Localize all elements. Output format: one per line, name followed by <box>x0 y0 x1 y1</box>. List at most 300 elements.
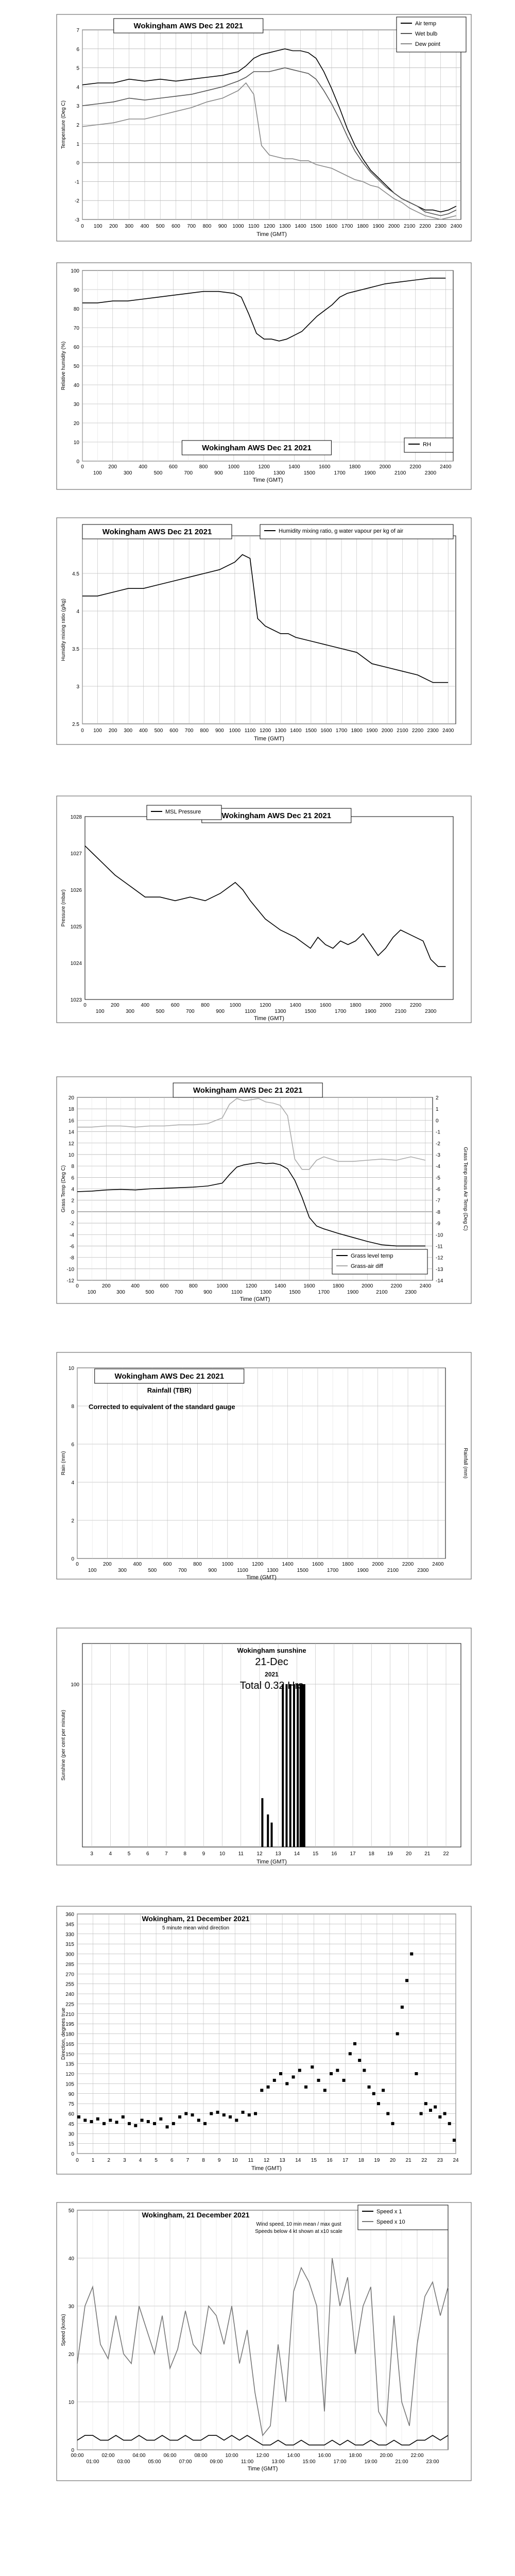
direction-point <box>372 2092 375 2095</box>
mixing-plot-area <box>82 536 456 724</box>
temperature-x-tick-label: 2100 <box>404 224 416 229</box>
humidity-title: Wokingham AWS Dec 21 2021 <box>202 444 312 452</box>
pressure-x-tick-label: 2100 <box>394 1009 406 1014</box>
humidity-y-tick-label: 90 <box>73 287 79 293</box>
temperature-x-axis-label: Time (GMT) <box>256 231 287 238</box>
temperature-x-tick-label: 1900 <box>372 224 384 229</box>
direction-y-tick-label: 255 <box>65 1981 74 1988</box>
direction-point <box>453 2139 456 2142</box>
grass-y-tick-label: -8 <box>70 1255 74 1261</box>
rain-y-tick-label: 6 <box>71 1442 74 1448</box>
direction-point <box>141 2119 144 2122</box>
pressure-x-tick-label: 0 <box>83 1003 87 1008</box>
humidity-x-tick-label: 1600 <box>319 464 331 470</box>
sunshine-x-tick-label: 18 <box>368 1851 374 1857</box>
direction-y-tick-label: 75 <box>68 2102 74 2108</box>
direction-point <box>317 2079 320 2082</box>
grass-y-right-tick-label: -6 <box>436 1187 440 1193</box>
speed-x-tick-label: 03:00 <box>117 2459 130 2465</box>
speed-x-tick-label: 16:00 <box>318 2453 331 2459</box>
pressure-y-tick-label: 1024 <box>70 961 82 967</box>
humidity-x-tick-label: 200 <box>108 464 117 470</box>
pressure-title: Wokingham AWS Dec 21 2021 <box>221 811 332 820</box>
humidity-x-tick-label: 300 <box>123 470 132 476</box>
sunshine-x-tick-label: 15 <box>313 1851 319 1857</box>
temperature-x-tick-label: 500 <box>156 224 165 229</box>
direction-x-tick-label: 20 <box>389 2158 396 2163</box>
rain-y-tick-label: 8 <box>71 1404 74 1410</box>
rain-x-tick-label: 1000 <box>221 1562 233 1567</box>
temperature-x-tick-label: 100 <box>93 224 102 229</box>
grass-y-tick-label: 14 <box>68 1129 74 1136</box>
rain-x-axis-label: Time (GMT) <box>246 1574 277 1581</box>
direction-point <box>420 2112 423 2115</box>
direction-point <box>102 2122 106 2125</box>
speed-note: Speeds below 4 kt shown at x10 scale <box>255 2229 342 2234</box>
chart-rain <box>57 1352 471 1581</box>
direction-point <box>147 2120 150 2123</box>
temperature-x-tick-label: 2200 <box>419 224 431 229</box>
pressure-x-tick-label: 1600 <box>319 1003 332 1008</box>
direction-title: Wokingham, 21 December 2021 <box>142 1914 250 1923</box>
rain-x-tick-label: 1900 <box>357 1568 369 1573</box>
pressure-x-tick-label: 1700 <box>334 1009 347 1014</box>
pressure-x-tick-label: 800 <box>201 1003 210 1008</box>
temperature-x-tick-label: 600 <box>171 224 180 229</box>
direction-y-tick-label: 135 <box>65 2061 74 2067</box>
mixing-x-tick-label: 1200 <box>259 728 271 734</box>
mixing-x-tick-label: 1400 <box>290 728 302 734</box>
rain-x-tick-label: 100 <box>88 1568 97 1573</box>
grass-y-tick-label: 8 <box>71 1164 74 1170</box>
humidity-y-tick-label: 70 <box>73 326 79 331</box>
humidity-x-tick-label: 800 <box>199 464 208 470</box>
grass-title: Wokingham AWS Dec 21 2021 <box>193 1086 303 1095</box>
direction-y-tick-label: 105 <box>65 2081 74 2088</box>
temperature-y-tick-label: 7 <box>76 28 79 33</box>
direction-y-tick-label: 240 <box>65 1992 74 1997</box>
humidity-x-tick-label: 1700 <box>334 470 346 476</box>
pressure-x-tick-label: 1300 <box>274 1009 286 1014</box>
mixing-x-tick-label: 1000 <box>229 728 241 734</box>
pressure-y-tick-label: 1025 <box>70 924 82 930</box>
temperature-x-tick-label: 2000 <box>388 224 400 229</box>
direction-y-tick-label: 195 <box>65 2022 74 2028</box>
speed-x-tick-label: 17:00 <box>333 2459 347 2465</box>
rain-x-tick-label: 800 <box>193 1562 202 1567</box>
chart-mixing <box>57 518 471 744</box>
mixing-y-tick-label: 3 <box>76 684 79 690</box>
speed-x-tick-label: 09:00 <box>210 2459 223 2465</box>
direction-point <box>410 1953 413 1956</box>
mixing-x-tick-label: 700 <box>184 728 194 734</box>
grass-y-tick-label: -4 <box>70 1232 74 1239</box>
sunshine-x-tick-label: 17 <box>350 1851 356 1857</box>
direction-x-tick-label: 4 <box>139 2158 142 2163</box>
speed-legend-label: Speed x 1 <box>376 2209 402 2215</box>
sunshine-bar <box>261 1798 263 1847</box>
rain-subtitle: Rainfall (TBR) <box>147 1386 192 1394</box>
direction-point <box>166 2125 169 2128</box>
direction-point <box>298 2069 301 2072</box>
grass-y-tick-label: 4 <box>71 1187 74 1193</box>
grass-y-tick-label: 18 <box>68 1107 74 1113</box>
temperature-legend-label: Air temp <box>415 21 436 27</box>
grass-y-right-tick-label: -12 <box>436 1255 443 1261</box>
rain-y-tick-label: 0 <box>71 1556 74 1562</box>
temperature-x-tick-label: 1100 <box>248 224 260 229</box>
grass-x-tick-label: 1700 <box>318 1290 330 1295</box>
sunshine-bar <box>289 1684 291 1847</box>
humidity-x-tick-label: 2200 <box>409 464 421 470</box>
humidity-y-axis-label: Relative humidity (%) <box>61 341 66 391</box>
mixing-x-tick-label: 2400 <box>442 728 454 734</box>
grass-x-tick-label: 0 <box>76 1283 79 1289</box>
grass-y-tick-label: -10 <box>66 1266 74 1273</box>
direction-y-tick-label: 180 <box>65 2031 74 2038</box>
mixing-x-tick-label: 800 <box>200 728 209 734</box>
pressure-x-tick-label: 500 <box>156 1009 165 1014</box>
direction-y-tick-label: 315 <box>65 1942 74 1948</box>
direction-point <box>358 2059 361 2062</box>
mixing-x-tick-label: 1500 <box>305 728 317 734</box>
grass-y-right-tick-label: -10 <box>436 1232 443 1239</box>
rain-x-tick-label: 300 <box>118 1568 127 1573</box>
rain-y-tick-label: 10 <box>68 1366 74 1371</box>
sunshine-y-axis-label: Sunshine (per cent per minute) <box>61 1709 66 1781</box>
rain-x-tick-label: 0 <box>76 1562 79 1567</box>
temperature-x-tick-label: 1200 <box>263 224 276 229</box>
direction-point <box>229 2115 232 2119</box>
grass-y-tick-label: -2 <box>70 1221 74 1227</box>
temperature-x-tick-label: 300 <box>125 224 134 229</box>
temperature-x-tick-label: 1000 <box>232 224 244 229</box>
chart-pressure <box>57 796 471 1023</box>
sunshine-bar <box>282 1684 284 1847</box>
pressure-y-tick-label: 1028 <box>70 815 82 820</box>
pressure-x-tick-label: 1500 <box>304 1009 316 1014</box>
grass-x-tick-label: 1100 <box>231 1290 243 1295</box>
temperature-y-tick-label: 2 <box>76 123 79 128</box>
grass-x-tick-label: 700 <box>174 1290 183 1295</box>
humidity-y-tick-label: 50 <box>73 364 79 369</box>
direction-x-tick-label: 9 <box>217 2158 221 2163</box>
direction-x-tick-label: 1 <box>91 2158 95 2163</box>
mixing-x-tick-label: 1600 <box>320 728 332 734</box>
direction-point <box>77 2115 80 2119</box>
sunshine-x-tick-label: 10 <box>219 1851 226 1857</box>
direction-x-tick-label: 22 <box>421 2158 427 2163</box>
direction-point <box>377 2102 380 2105</box>
grass-y-right-tick-label: -3 <box>436 1152 440 1158</box>
grass-y-tick-label: 16 <box>68 1118 74 1124</box>
humidity-x-tick-label: 1100 <box>243 470 255 476</box>
direction-y-tick-label: 90 <box>68 2091 74 2097</box>
mixing-x-tick-label: 2200 <box>411 728 424 734</box>
grass-x-axis-label: Time (GMT) <box>239 1296 270 1302</box>
direction-point <box>122 2115 125 2119</box>
sunshine-x-tick-label: 4 <box>109 1851 112 1857</box>
direction-point <box>363 2069 366 2072</box>
grass-y-right-tick-label: -13 <box>436 1266 443 1273</box>
chart-humidity <box>57 263 471 489</box>
direction-point <box>443 2112 447 2115</box>
direction-point <box>267 2086 270 2089</box>
mixing-x-tick-label: 2100 <box>397 728 408 734</box>
temperature-x-tick-label: 1700 <box>341 224 353 229</box>
direction-y-tick-label: 300 <box>65 1952 74 1958</box>
grass-x-tick-label: 600 <box>160 1283 169 1289</box>
direction-x-tick-label: 23 <box>437 2158 443 2163</box>
pressure-x-tick-label: 400 <box>141 1003 150 1008</box>
humidity-x-tick-label: 1300 <box>273 470 285 476</box>
direction-point <box>184 2112 187 2115</box>
pressure-x-tick-label: 300 <box>126 1009 134 1014</box>
direction-point <box>448 2122 451 2125</box>
mixing-x-tick-label: 600 <box>169 728 178 734</box>
direction-x-tick-label: 14 <box>295 2158 301 2163</box>
speed-legend-label: Speed x 10 <box>376 2219 405 2225</box>
temperature-x-tick-label: 2400 <box>450 224 462 229</box>
sunshine-x-tick-label: 13 <box>275 1851 281 1857</box>
chart-speed <box>57 2202 471 2481</box>
direction-x-tick-label: 18 <box>358 2158 364 2163</box>
pressure-x-tick-label: 100 <box>95 1009 105 1014</box>
direction-point <box>260 2089 263 2092</box>
speed-x-tick-label: 00:00 <box>71 2453 84 2459</box>
grass-y-tick-label: 6 <box>71 1175 74 1181</box>
speed-x-tick-label: 15:00 <box>302 2459 316 2465</box>
grass-x-tick-label: 900 <box>203 1290 212 1295</box>
grass-y-tick-label: -12 <box>66 1278 74 1284</box>
speed-x-tick-label: 07:00 <box>179 2459 192 2465</box>
sunshine-bar <box>293 1684 295 1847</box>
pressure-x-tick-label: 1800 <box>350 1003 362 1008</box>
grass-y-tick-label: -6 <box>70 1244 74 1250</box>
grass-x-tick-label: 200 <box>101 1283 111 1289</box>
speed-y-tick-label: 30 <box>68 2304 74 2310</box>
pressure-x-tick-label: 1900 <box>365 1009 376 1014</box>
temperature-x-tick-label: 900 <box>218 224 227 229</box>
humidity-x-tick-label: 700 <box>184 470 193 476</box>
temperature-y-tick-label: 6 <box>76 46 79 53</box>
humidity-x-tick-label: 1200 <box>258 464 270 470</box>
humidity-x-tick-label: 1000 <box>228 464 240 470</box>
direction-x-axis-label: Time (GMT) <box>251 2165 282 2172</box>
mixing-x-tick-label: 0 <box>81 728 84 734</box>
sunshine-x-tick-label: 7 <box>165 1851 168 1857</box>
direction-point <box>401 2006 404 2009</box>
sunshine-x-tick-label: 21 <box>424 1851 431 1857</box>
grass-y-right-tick-label: -1 <box>436 1129 440 1136</box>
humidity-x-tick-label: 1800 <box>349 464 361 470</box>
speed-legend <box>358 2205 448 2230</box>
direction-point <box>134 2124 137 2127</box>
temperature-x-tick-label: 1600 <box>325 224 338 229</box>
temperature-x-tick-label: 0 <box>81 224 84 229</box>
direction-y-tick-label: 165 <box>65 2041 74 2047</box>
sunshine-bar <box>301 1684 303 1847</box>
speed-x-tick-label: 02:00 <box>101 2453 115 2459</box>
sunshine-bar <box>300 1684 302 1847</box>
humidity-x-tick-label: 0 <box>81 464 84 470</box>
grass-x-tick-label: 100 <box>87 1290 96 1295</box>
chart-temperature <box>57 14 471 241</box>
temperature-y-tick-label: 4 <box>76 84 79 91</box>
direction-x-tick-label: 24 <box>453 2158 459 2163</box>
direction-point <box>90 2120 93 2123</box>
humidity-y-tick-label: 20 <box>73 421 79 427</box>
pressure-x-tick-label: 700 <box>185 1009 195 1014</box>
direction-y-tick-label: 120 <box>65 2072 74 2077</box>
speed-x-tick-label: 23:00 <box>426 2459 439 2465</box>
mixing-y-tick-label: 4 <box>76 609 79 615</box>
direction-point <box>304 2086 307 2089</box>
speed-x-tick-label: 06:00 <box>163 2453 177 2459</box>
temperature-x-tick-label: 700 <box>187 224 196 229</box>
temperature-x-tick-label: 200 <box>109 224 118 229</box>
temperature-legend-label: Dew point <box>415 41 440 47</box>
direction-point <box>216 2111 219 2114</box>
sunshine-x-tick-label: 5 <box>127 1851 131 1857</box>
pressure-y-axis-label: Pressure (mbar) <box>61 889 66 927</box>
mixing-x-tick-label: 100 <box>93 728 102 734</box>
speed-x-tick-label: 05:00 <box>148 2459 161 2465</box>
sunshine-x-tick-label: 16 <box>331 1851 337 1857</box>
mixing-x-tick-label: 1700 <box>335 728 348 734</box>
direction-x-tick-label: 19 <box>374 2158 380 2163</box>
grass-y-right-tick-label: -2 <box>436 1141 440 1147</box>
pressure-x-tick-label: 2200 <box>409 1003 422 1008</box>
direction-point <box>292 2075 295 2078</box>
sunshine-x-tick-label: 14 <box>294 1851 300 1857</box>
pressure-y-tick-label: 1026 <box>70 888 82 893</box>
pressure-x-tick-label: 1000 <box>229 1003 241 1008</box>
direction-point <box>242 2111 245 2114</box>
mixing-x-tick-label: 1100 <box>244 728 256 734</box>
grass-y-tick-label: 20 <box>68 1095 74 1101</box>
direction-x-tick-label: 2 <box>107 2158 111 2163</box>
direction-point <box>248 2113 251 2116</box>
direction-x-tick-label: 13 <box>279 2158 285 2163</box>
sunshine-x-tick-label: 3 <box>90 1851 93 1857</box>
direction-point <box>197 2119 200 2122</box>
direction-point <box>128 2122 131 2125</box>
rain-x-tick-label: 2300 <box>417 1568 429 1573</box>
grass-x-tick-label: 1400 <box>274 1283 286 1289</box>
humidity-x-axis-label: Time (GMT) <box>252 477 283 483</box>
pressure-y-tick-label: 1023 <box>70 997 82 1003</box>
speed-x-tick-label: 19:00 <box>364 2459 377 2465</box>
speed-y-tick-label: 0 <box>71 2448 74 2453</box>
pressure-x-tick-label: 1200 <box>260 1003 271 1008</box>
mixing-y-tick-label: 4.5 <box>72 571 79 577</box>
direction-x-tick-label: 17 <box>342 2158 349 2163</box>
grass-y-right-tick-label: -7 <box>436 1198 440 1204</box>
direction-x-tick-label: 12 <box>263 2158 270 2163</box>
pressure-x-tick-label: 1100 <box>245 1009 256 1014</box>
rain-x-tick-label: 200 <box>103 1562 112 1567</box>
sunshine-x-axis-label: Time (GMT) <box>256 1859 287 1865</box>
temperature-y-tick-label: -3 <box>75 217 79 223</box>
direction-point <box>172 2122 175 2125</box>
speed-x-tick-label: 08:00 <box>194 2453 208 2459</box>
direction-subtitle: 5 minute mean wind direction <box>162 1925 230 1931</box>
grass-x-tick-label: 1500 <box>289 1290 301 1295</box>
rain-plot-area <box>77 1368 445 1558</box>
temperature-title: Wokingham AWS Dec 21 2021 <box>133 22 244 30</box>
temperature-x-tick-label: 800 <box>202 224 212 229</box>
grass-y-tick-label: 12 <box>68 1141 74 1147</box>
temperature-y-tick-label: 5 <box>76 65 79 72</box>
humidity-y-tick-label: 100 <box>71 268 79 274</box>
speed-y-tick-label: 40 <box>68 2256 74 2262</box>
direction-point <box>279 2072 282 2075</box>
pressure-x-axis-label: Time (GMT) <box>254 1015 284 1022</box>
direction-point <box>109 2119 112 2122</box>
grass-y-right-tick-label: 2 <box>436 1095 439 1101</box>
direction-point <box>386 2112 389 2115</box>
speed-x-tick-label: 10:00 <box>225 2453 238 2459</box>
direction-x-tick-label: 3 <box>123 2158 126 2163</box>
rain-x-tick-label: 1200 <box>252 1562 264 1567</box>
rain-x-tick-label: 2200 <box>402 1562 414 1567</box>
direction-point <box>203 2122 207 2125</box>
direction-y-axis-label: Direction, degrees true <box>61 2007 66 2060</box>
humidity-x-tick-label: 2000 <box>379 464 391 470</box>
sunshine-x-tick-label: 9 <box>202 1851 205 1857</box>
pressure-x-tick-label: 1400 <box>289 1003 301 1008</box>
sunshine-x-tick-label: 19 <box>387 1851 393 1857</box>
grass-x-tick-label: 300 <box>116 1290 125 1295</box>
rain-x-tick-label: 2100 <box>387 1568 399 1573</box>
direction-point <box>254 2112 257 2115</box>
direction-y-tick-label: 30 <box>68 2131 74 2138</box>
pressure-x-tick-label: 900 <box>216 1009 225 1014</box>
grass-x-tick-label: 800 <box>188 1283 198 1289</box>
rain-x-tick-label: 1400 <box>282 1562 294 1567</box>
humidity-y-tick-label: 0 <box>76 459 79 465</box>
speed-x-axis-label: Time (GMT) <box>247 2466 278 2472</box>
temperature-legend-label: Wet bulb <box>415 31 438 37</box>
sunshine-x-tick-label: 6 <box>146 1851 149 1857</box>
grass-y-right-tick-label: -9 <box>436 1221 440 1227</box>
speed-title: Wokingham, 21 December 2021 <box>142 2211 250 2219</box>
sunshine-bar <box>303 1684 305 1847</box>
direction-point <box>342 2079 346 2082</box>
temperature-y-axis-label: Temperature (Deg C) <box>61 100 66 149</box>
grass-x-tick-label: 500 <box>145 1290 154 1295</box>
direction-y-tick-label: 285 <box>65 1961 74 1968</box>
grass-y-right-tick-label: -5 <box>436 1175 440 1181</box>
rain-x-tick-label: 500 <box>148 1568 157 1573</box>
rain-y-tick-label: 4 <box>71 1480 74 1486</box>
sunshine-year-label: 2021 <box>265 1671 279 1678</box>
direction-point <box>438 2115 441 2119</box>
grass-x-tick-label: 1300 <box>260 1290 272 1295</box>
grass-x-tick-label: 2200 <box>390 1283 402 1289</box>
sunshine-bar <box>285 1684 287 1847</box>
mixing-title: Wokingham AWS Dec 21 2021 <box>102 528 212 536</box>
rain-y-axis-label: Rain (mm) <box>61 1451 66 1476</box>
sunshine-date-label: 21-Dec <box>255 1656 288 1668</box>
direction-point <box>96 2117 99 2121</box>
grass-y-tick-label: 2 <box>71 1198 74 1204</box>
chart-grass <box>57 1077 471 1303</box>
direction-x-tick-label: 0 <box>76 2158 79 2163</box>
rain-x-tick-label: 400 <box>133 1562 142 1567</box>
sunshine-bar <box>297 1684 299 1847</box>
